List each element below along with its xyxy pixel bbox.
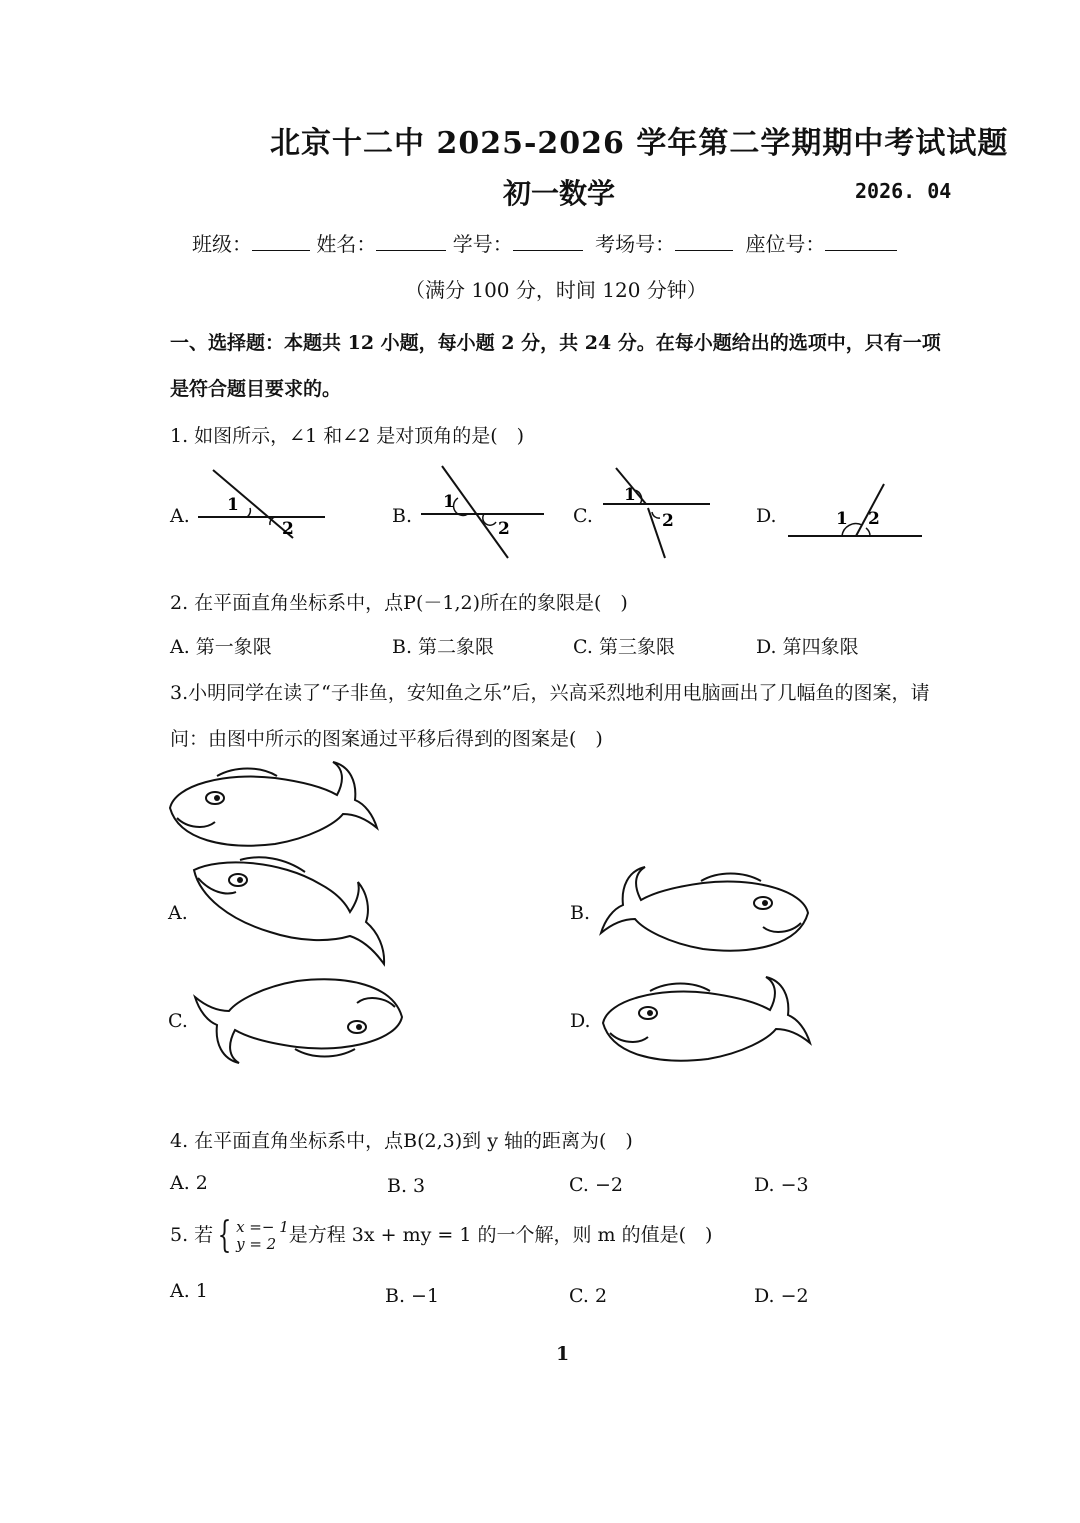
class-blank[interactable] — [252, 232, 310, 251]
q1-figure-a — [195, 462, 330, 542]
seat-label: 座位号： — [745, 232, 826, 256]
room-blank[interactable] — [675, 232, 733, 251]
q3-stem-line1: 3.小明同学在读了“子非鱼，安知鱼之乐”后，兴高采烈地利用电脑画出了几幅鱼的图案，请 — [170, 682, 930, 704]
q1-stem: 1. 如图所示，∠1 和∠2 是对顶角的是( ) — [170, 425, 525, 447]
q4-stem: 4. 在平面直角坐标系中，点B(2,3)到 y 轴的距离为( ) — [170, 1130, 633, 1152]
q1-b-angle2-label: 2 — [498, 519, 510, 539]
room-label: 考场号： — [595, 232, 676, 256]
q5-stem — [170, 1215, 713, 1256]
section1-heading-line2: 是符合题目要求的。 — [170, 378, 342, 400]
score-time-note: （满分 100 分，时间 120 分钟） — [405, 278, 707, 302]
q1-a-angle1-label: 1 — [227, 495, 239, 515]
q5-equation-system — [236, 1219, 289, 1253]
q2-stem: 2. 在平面直角坐标系中，点P(－1,2)所在的象限是( ) — [170, 592, 628, 614]
q5-brace: { — [217, 1215, 232, 1256]
q5-system-line1: x =− 1 — [236, 1218, 289, 1236]
q4-option-c: C. −2 — [569, 1174, 623, 1196]
q1-option-d-label: D. — [756, 505, 777, 527]
q3-option-c-fish — [192, 975, 407, 1065]
seat-blank[interactable] — [825, 232, 897, 251]
q1-option-c-label: C. — [573, 505, 593, 527]
q3-option-a-label: A. — [168, 902, 188, 924]
q4-option-a: A. 2 — [170, 1172, 208, 1194]
q3-reference-fish — [165, 760, 380, 850]
q2-option-d: D. 第四象限 — [756, 636, 859, 658]
class-label: 班级： — [192, 232, 252, 256]
q1-figure-c — [598, 462, 713, 562]
q5-option-a: A. 1 — [170, 1280, 208, 1302]
subject-title: 初一数学 — [503, 177, 616, 210]
q1-d-angle1-label: 1 — [836, 509, 848, 529]
q2-option-a: A. 第一象限 — [170, 636, 272, 658]
exam-title: 北京十二中 2025-2026 学年第二学期期中考试试题 — [270, 126, 1009, 161]
q1-b-angle1-label: 1 — [443, 492, 455, 512]
q1-d-angle2-label: 2 — [868, 509, 880, 529]
name-label: 姓名： — [316, 232, 377, 256]
page-number: 1 — [556, 1343, 570, 1365]
q3-option-a-fish — [190, 852, 390, 967]
q4-option-b: B. 3 — [387, 1175, 426, 1197]
q1-option-b-label: B. — [392, 505, 413, 527]
q1-a-angle2-label: 2 — [282, 519, 294, 539]
id-label: 学号： — [452, 232, 513, 256]
q1-c-angle2-label: 2 — [662, 511, 674, 531]
q1-option-a-label: A. — [170, 505, 190, 527]
id-blank[interactable] — [513, 232, 583, 251]
q5-prefix: 5. 若 — [170, 1224, 214, 1246]
q3-option-b-label: B. — [570, 902, 591, 924]
name-blank[interactable] — [376, 232, 446, 251]
q3-option-c-label: C. — [168, 1010, 188, 1032]
q3-option-d-label: D. — [570, 1010, 591, 1032]
student-info-line — [192, 228, 897, 257]
q1-figure-b — [418, 462, 548, 562]
q5-suffix: 是方程 3x + my = 1 的一个解，则 m 的值是( ) — [288, 1224, 713, 1246]
q5-option-c: C. 2 — [569, 1285, 608, 1307]
q3-option-d-fish — [598, 975, 813, 1065]
q5-option-d: D. −2 — [754, 1285, 809, 1307]
section1-heading-line1: 一、选择题：本题共 12 小题，每小题 2 分，共 24 分。在每小题给出的选项中，只有一项 — [170, 332, 941, 354]
q3-stem-line2: 问：由图中所示的图案通过平移后得到的图案是( ) — [170, 728, 603, 750]
q2-option-b: B. 第二象限 — [392, 636, 495, 658]
q2-option-c: C. 第三象限 — [573, 636, 675, 658]
exam-date: 2026. 04 — [855, 179, 952, 203]
q1-c-angle1-label: 1 — [624, 485, 636, 505]
q4-option-d: D. −3 — [754, 1174, 809, 1196]
q5-system-line2: y = 2 — [236, 1235, 277, 1253]
q1-figure-d — [786, 478, 926, 543]
q3-option-b-fish — [598, 865, 813, 955]
q5-option-b: B. −1 — [385, 1285, 440, 1307]
